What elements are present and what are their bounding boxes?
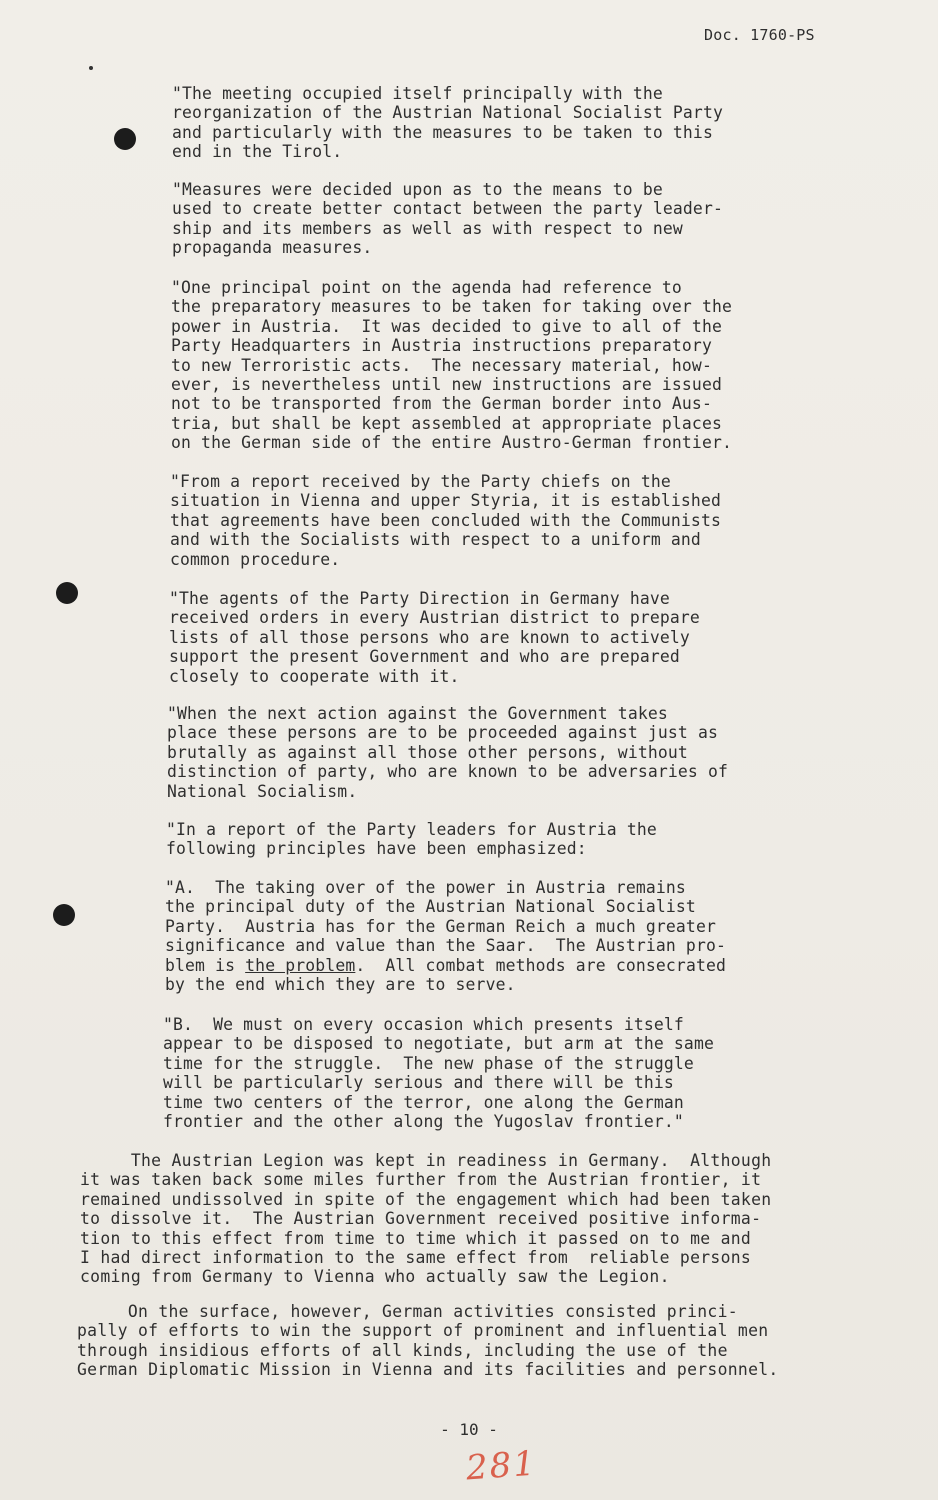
paragraph-measures: "Measures were decided upon as to the means to be used to create better contact between the party leader- ship and its members as well as with respect to new propaganda measures. (172, 180, 723, 258)
paragraph-meeting: "The meeting occupied itself principally with the reorganization of the Austrian National Socialist Party and particularly with the measures to be taken to this end in the Tirol. (172, 84, 723, 162)
page-number: - 10 - (440, 1420, 498, 1439)
handwritten-page-stamp: 281 (464, 1443, 539, 1489)
paragraph-austrian-legion: The Austrian Legion was kept in readiness in Germany. Although it was taken back some miles further from the Austrian frontier, it remained undissolved in spite of the engagement which had been taken to dissolve it. The Austrian Government received positive informa- tion to this effect from time to time which it passed on to me and I had direct information to the same effect from reliable persons coming from Germany to Vienna who actually saw the Legion. (80, 1151, 772, 1287)
principle-a-text-end: . All combat methods are consecrated by the end which they are to serve. (165, 955, 727, 995)
punch-hole-1 (114, 128, 136, 150)
paragraph-agenda: "One principal point on the agenda had reference to the preparatory measures to be taken for taking over the power in Austria. It was decided to give to all of the Party Headquarters in Austria instructions preparatory to new Terroristic acts. The necessary material, how- ever, is nevertheless until new instructions are issued not to be transported from the German border into Aus- tria, but shall be kept assembled at appropriate places on the German side of the entire Austro-German frontier. (171, 278, 733, 453)
document-id: Doc. 1760-PS (704, 26, 815, 44)
punch-hole-3 (53, 904, 75, 926)
paragraph-principle-b: "B. We must on every occasion which presents itself appear to be disposed to negotiate, but arm at the same time for the struggle. The new phase of the struggle will be particularly serious and there will be this time two centers of the terror, one along the German frontier and the other along the Yugoslav frontier." (163, 1015, 714, 1132)
paragraph-principle-a (165, 878, 726, 994)
principle-a-text-start: "A. The taking over of the power in Austria remains the principal duty of the Austrian National Socialist Party. Austria has for the German Reich a much greater significance and value than the Saar. The Austrian pro- blem is (165, 878, 727, 975)
principle-a-underlined: the problem (245, 955, 356, 975)
paragraph-german-activities: On the surface, however, German activities consisted princi- pally of efforts to win the support of prominent and influential men through insidious efforts of all kinds, including the use of the German Diplomatic Mission in Vienna and its facilities and personnel. (77, 1302, 779, 1380)
paragraph-principles-intro: "In a report of the Party leaders for Austria the following principles have been emphasized: (166, 820, 657, 859)
speck-mark (89, 66, 93, 70)
punch-hole-2 (56, 582, 78, 604)
paragraph-agents: "The agents of the Party Direction in Germany have received orders in every Austrian district to prepare lists of all those persons who are known to actively support the present Government and who are prepared closely to cooperate with it. (169, 589, 700, 686)
paragraph-report-vienna: "From a report received by the Party chiefs on the situation in Vienna and upper Styria, it is established that agreements have been concluded with the Communists and with the Socialists with respect to a uniform and common procedure. (170, 472, 721, 569)
paragraph-next-action: "When the next action against the Government takes place these persons are to be proceeded against just as brutally as against all those other persons, without distinction of party, who are known to be adversaries of National Socialism. (167, 704, 729, 801)
